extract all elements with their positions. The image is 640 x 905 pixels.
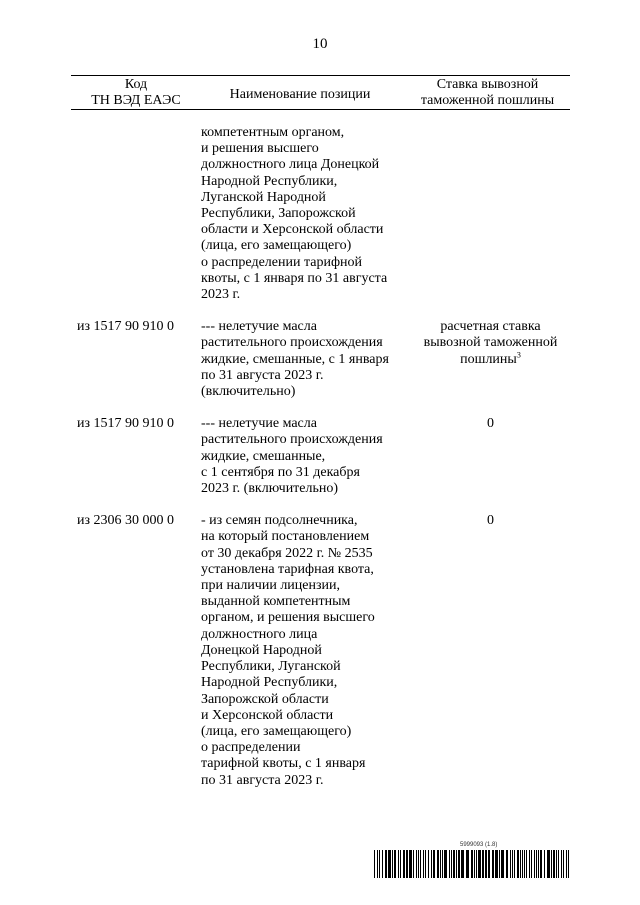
- barcode-bar: [403, 850, 405, 878]
- barcode-bar: [453, 850, 455, 878]
- header-rate: [405, 77, 570, 109]
- table-row: [71, 319, 570, 400]
- row-name-line: по 31 августа 2023 г.: [201, 367, 324, 383]
- row-name-line: области и Херсонской области: [201, 222, 384, 238]
- row-name-line: --- нелетучие масла: [201, 416, 317, 432]
- barcode-image: [374, 850, 570, 878]
- barcode-bar: [558, 850, 559, 878]
- header-code-line: Код: [124, 77, 148, 92]
- barcode-bar: [510, 850, 511, 878]
- barcode-bar: [482, 850, 484, 878]
- row-name-line: должностного лица Донецкой: [201, 157, 380, 173]
- barcode-bar: [517, 850, 519, 878]
- barcode-bar: [488, 850, 490, 878]
- barcode-bar: [485, 850, 487, 878]
- row-name-line: Луганской Народной: [201, 189, 326, 205]
- barcode-bar: [531, 850, 532, 878]
- row-name-line: жидкие, смешанные, с 1 января: [201, 351, 389, 367]
- row-name-line: жидкие, смешанные,: [201, 448, 326, 464]
- barcode-bar: [553, 850, 555, 878]
- barcode-bar: [551, 850, 552, 878]
- row-name-line: 2023 г. (включительно): [201, 481, 339, 497]
- barcode-bar: [538, 850, 539, 878]
- row-code: из 1517 90 910 0: [77, 319, 175, 335]
- row-name-line: органом, и решения высшего: [201, 610, 375, 626]
- row-name-line: (лица, его замещающего): [201, 238, 352, 254]
- row-name-line: тарифной квоты, с 1 января: [201, 756, 366, 772]
- row-rate: [411, 319, 570, 400]
- barcode-bar: [514, 850, 515, 878]
- row-name: [201, 125, 411, 303]
- row-name-line: квоты, с 1 января по 31 августа: [201, 270, 388, 286]
- row-rate-text: вывозной таможенной: [423, 335, 558, 351]
- barcode-bar: [512, 850, 513, 878]
- table-row: [71, 513, 570, 788]
- barcode-bar: [534, 850, 535, 878]
- barcode-bar: [406, 850, 408, 878]
- row-name-line: компетентным органом,: [201, 125, 345, 140]
- barcode-bar: [449, 850, 450, 878]
- barcode-bar: [425, 850, 426, 878]
- header-rate-line: Ставка вывозной: [436, 77, 539, 92]
- barcode-bar: [506, 850, 508, 878]
- table-row: [71, 416, 570, 497]
- barcode-bar: [499, 850, 500, 878]
- barcode-bar: [392, 850, 393, 878]
- row-rate-line: [411, 416, 570, 432]
- barcode-bar: [466, 850, 469, 878]
- row-name-line: и Херсонской области: [201, 707, 334, 723]
- row-name-line: Народной Республики,: [201, 675, 338, 691]
- row-name-line: Донецкой Народной: [201, 642, 322, 658]
- barcode-bar: [471, 850, 473, 878]
- row-rate: [411, 416, 570, 497]
- barcode-bar: [495, 850, 498, 878]
- row-name-line: и решения высшего: [201, 141, 319, 157]
- row-name-line: о распределении тарифной: [201, 254, 363, 270]
- header-code-line: ТН ВЭД ЕАЭС: [91, 93, 181, 108]
- row-rate-text: расчетная ставка: [440, 319, 541, 335]
- barcode-bar: [428, 850, 429, 878]
- row-code: из 2306 30 000 0: [77, 513, 175, 529]
- header-rate-line: таможенной пошлины: [420, 93, 555, 108]
- barcode-bar: [458, 850, 460, 878]
- barcode-bar: [388, 850, 391, 878]
- row-rate-line: [411, 513, 570, 529]
- row-name-line: - из семян подсолнечника,: [201, 513, 358, 529]
- barcode-bar: [382, 850, 383, 878]
- barcode-bar: [456, 850, 457, 878]
- row-name-line: с 1 сентября по 31 декабря: [201, 464, 360, 480]
- barcode-bar: [437, 850, 439, 878]
- row-name-line: о распределении: [201, 740, 301, 756]
- barcode-bar: [563, 850, 564, 878]
- barcode-bar: [374, 850, 375, 878]
- barcode-bar: [442, 850, 443, 878]
- barcode-bar: [379, 850, 380, 878]
- barcode-bar: [478, 850, 481, 878]
- row-name-line: от 30 декабря 2022 г. № 2535: [201, 545, 373, 561]
- barcode-bar: [423, 850, 424, 878]
- barcode-bar: [556, 850, 557, 878]
- barcode-bar: [420, 850, 421, 878]
- row-name-line: должностного лица: [201, 626, 318, 642]
- row-code: [71, 125, 201, 303]
- row-name-line: --- нелетучие масла: [201, 319, 317, 335]
- barcode-bar: [524, 850, 525, 878]
- barcode-bar: [385, 850, 387, 878]
- barcode-bar: [413, 850, 414, 878]
- barcode-bar: [501, 850, 504, 878]
- row-name-line: Республики, Запорожской: [201, 206, 356, 222]
- barcode-bar: [416, 850, 417, 878]
- table-row: [71, 125, 570, 303]
- barcode-bar: [522, 850, 523, 878]
- table-top-rule: [71, 75, 570, 76]
- page-number: 10: [312, 36, 328, 52]
- row-rate-text: 0: [487, 416, 494, 432]
- row-name-line: растительного происхождения: [201, 432, 383, 448]
- barcode-bar: [431, 850, 432, 878]
- row-name-line: (включительно): [201, 384, 296, 400]
- barcode-bar: [398, 850, 399, 878]
- barcode-bar: [440, 850, 441, 878]
- row-name: [201, 319, 411, 400]
- row-name-line: при наличии лицензии,: [201, 578, 341, 594]
- barcode-caption: 5999093 (1.8): [460, 842, 498, 848]
- barcode-bar: [474, 850, 475, 878]
- row-rate-line: [411, 319, 570, 335]
- barcode-bar: [377, 850, 378, 878]
- row-rate-line: [411, 349, 570, 368]
- row-name-line: выданной компетентным: [201, 594, 351, 610]
- barcode-bar: [394, 850, 396, 878]
- barcode-bar: [451, 850, 452, 878]
- row-name: [201, 416, 411, 497]
- barcode-bar: [433, 850, 435, 878]
- row-name-line: растительного происхождения: [201, 335, 383, 351]
- barcode-bar: [540, 850, 542, 878]
- row-name-line: Республики, Луганской: [201, 659, 341, 675]
- row-name-line: на который постановлением: [201, 529, 370, 545]
- barcode-bar: [547, 850, 550, 878]
- row-name: [201, 513, 411, 788]
- table-body: [71, 125, 570, 789]
- barcode-bar: [526, 850, 527, 878]
- table-header-rule: [71, 109, 570, 110]
- row-code: из 1517 90 910 0: [77, 416, 175, 432]
- barcode-bar: [566, 850, 567, 878]
- barcode-bar: [492, 850, 494, 878]
- row-name-line: установлена тарифная квота,: [201, 561, 374, 577]
- barcode-bar: [461, 850, 464, 878]
- barcode-bar: [520, 850, 521, 878]
- barcode-bar: [544, 850, 545, 878]
- footnote-ref: 3: [516, 349, 521, 359]
- barcode-bar: [418, 850, 419, 878]
- row-rate-line: [411, 335, 570, 351]
- header-name: Наименование позиции: [229, 87, 371, 102]
- row-name-line: Запорожской области: [201, 691, 329, 707]
- barcode-bar: [568, 850, 569, 878]
- row-rate: [411, 513, 570, 788]
- row-name-line: по 31 августа 2023 г.: [201, 772, 324, 788]
- barcode-bar: [409, 850, 412, 878]
- barcode-bar: [400, 850, 401, 878]
- row-rate-text: 0: [487, 513, 494, 529]
- header-code: [71, 77, 201, 109]
- barcode-bar: [561, 850, 562, 878]
- barcode-bar: [444, 850, 447, 878]
- row-name-line: Народной Республики,: [201, 173, 338, 189]
- row-rate: [411, 125, 570, 303]
- barcode-bar: [476, 850, 477, 878]
- row-rate-text: пошлины: [460, 351, 517, 367]
- barcode-bar: [529, 850, 530, 878]
- row-name-line: 2023 г.: [201, 287, 241, 303]
- row-name-line: (лица, его замещающего): [201, 723, 352, 739]
- barcode-bar: [536, 850, 537, 878]
